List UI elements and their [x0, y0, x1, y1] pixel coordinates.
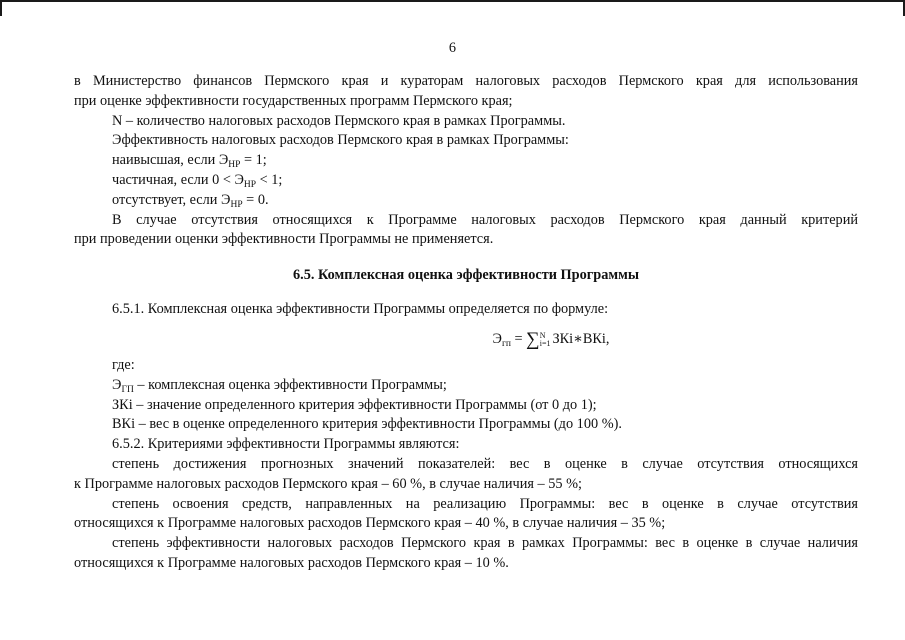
criterion-3-line: степень эффективности налоговых расходов Пермского края в рамках Программы: вес в оценке в случае наличия [112, 535, 858, 552]
top-page-edge [0, 0, 905, 2]
paragraph-line: при проведении оценки эффективности Программы не применяется. [74, 231, 494, 248]
zki-definition: ЗКi – значение определенного критерия эффективности Программы (от 0 до 1); [112, 396, 597, 413]
sum-symbol: ∑ [526, 328, 540, 350]
n-definition: N – количество налоговых расходов Пермского края в рамках Программы. [112, 112, 566, 129]
criterion-1-line: к Программе налоговых расходов Пермского края – 60 %, в случае наличия – 55 %; [74, 475, 583, 492]
formula: $Э_{гп}$ = ∑ N i=1 ЗКi∗ВКi, [492, 328, 610, 350]
criterion-1-line: степень достижения прогнозных значений показателей: вес в оценке в случае отсутствия относящихся [112, 455, 858, 472]
condition-highest: наивысшая, если $Э_{НР} = 1$; [112, 152, 267, 171]
document-body [74, 72, 858, 574]
egp-definition: $Э_{ГП}$ – комплексная оценка эффективности Программы; [112, 376, 447, 395]
paragraph-line: в Министерство финансов Пермского края и кураторам налоговых расходов Пермского края для использования [74, 73, 858, 89]
criterion-2-line: относящихся к Программе налоговых расходов Пермского края – 40 %, в случае наличия – 35 %; [74, 515, 666, 532]
condition-partial: частичная, если $0 < Э_{НР} < 1$; [112, 171, 283, 190]
where-label: где: [112, 356, 135, 373]
section-651-text: 6.5.1. Комплексная оценка эффективности Программы определяется по формуле: [112, 301, 609, 318]
left-page-edge [0, 0, 2, 16]
section-652-text: 6.5.2. Критериями эффективности Программы являются: [112, 436, 460, 453]
criterion-3-line: относящихся к Программе налоговых расходов Пермского края – 10 %. [74, 554, 509, 571]
efficiency-intro: Эффективность налоговых расходов Пермского края в рамках Программы: [112, 132, 569, 149]
paragraph-line: В случае отсутствия относящихся к Программе налоговых расходов Пермского края данный критерий [112, 211, 858, 228]
page-number: 6 [448, 40, 457, 56]
sum-limits: N i=1 [539, 330, 551, 348]
condition-absent: отсутствует, если $Э_{НР} = 0$. [112, 191, 269, 210]
criterion-2-line: степень освоения средств, направленных на реализацию Программы: вес в оценке в случае отсутствия [112, 495, 858, 512]
vki-definition: ВКi – вес в оценке определенного критерия эффективности Программы (до 100 %). [112, 416, 622, 433]
paragraph-line: при оценке эффективности государственных программ Пермского края; [74, 92, 513, 109]
section-heading: 6.5. Комплексная оценка эффективности Программы [293, 267, 639, 284]
